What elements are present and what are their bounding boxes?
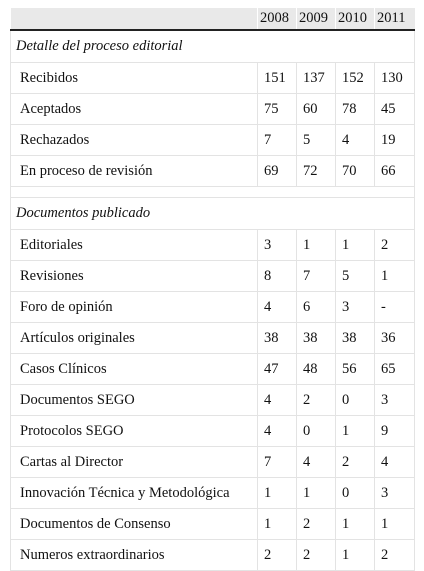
header-row (11, 8, 415, 30)
row-label: Foro de opinión (11, 292, 258, 323)
row-value-2011: 3 (375, 478, 415, 509)
row-label: Documentos SEGO (11, 385, 258, 416)
row-value-2009: 137 (297, 63, 336, 94)
row-value-2009: 4 (297, 447, 336, 478)
table-row (11, 156, 415, 187)
row-value-2008: 4 (258, 292, 297, 323)
row-value-2009: 7 (297, 261, 336, 292)
row-value-2011: 1 (375, 261, 415, 292)
row-value-2011: 4 (375, 447, 415, 478)
row-value-2010: 2 (336, 447, 375, 478)
header-year-2011: 2011 (375, 8, 415, 30)
header-year-2009: 2009 (297, 8, 336, 30)
row-value-2009: 2 (297, 509, 336, 540)
row-value-2008: 8 (258, 261, 297, 292)
row-value-2010: 1 (336, 540, 375, 571)
row-value-2008: 3 (258, 230, 297, 261)
row-label: Artículos originales (11, 323, 258, 354)
row-value-2010: 5 (336, 261, 375, 292)
row-label: Numeros extraordinarios (11, 540, 258, 571)
row-value-2010: 152 (336, 63, 375, 94)
row-value-2008: 47 (258, 354, 297, 385)
table-row (11, 540, 415, 571)
table-row (11, 261, 415, 292)
table-row (11, 354, 415, 385)
section-title: Detalle del proceso editorial (11, 30, 415, 63)
row-value-2010: 4 (336, 125, 375, 156)
row-label: Cartas al Director (11, 447, 258, 478)
row-value-2009: 2 (297, 385, 336, 416)
editorial-stats-table (10, 8, 415, 571)
row-value-2011: 66 (375, 156, 415, 187)
table-row (11, 292, 415, 323)
row-value-2008: 7 (258, 447, 297, 478)
row-value-2010: 3 (336, 292, 375, 323)
row-value-2010: 0 (336, 478, 375, 509)
row-value-2011: 3 (375, 385, 415, 416)
spacer-cell (11, 187, 415, 198)
table-row (11, 125, 415, 156)
table-row (11, 478, 415, 509)
row-value-2011: 45 (375, 94, 415, 125)
row-label: Editoriales (11, 230, 258, 261)
row-value-2008: 1 (258, 509, 297, 540)
row-value-2011: 1 (375, 509, 415, 540)
row-value-2008: 2 (258, 540, 297, 571)
row-value-2009: 2 (297, 540, 336, 571)
row-value-2008: 4 (258, 385, 297, 416)
table-body (11, 30, 415, 571)
row-label: Protocolos SEGO (11, 416, 258, 447)
row-value-2011: 130 (375, 63, 415, 94)
row-value-2009: 1 (297, 478, 336, 509)
row-value-2008: 38 (258, 323, 297, 354)
row-value-2008: 75 (258, 94, 297, 125)
row-value-2011: 65 (375, 354, 415, 385)
row-value-2011: - (375, 292, 415, 323)
table-row (11, 94, 415, 125)
row-value-2008: 151 (258, 63, 297, 94)
table-row (11, 63, 415, 94)
row-label: En proceso de revisión (11, 156, 258, 187)
row-value-2011: 9 (375, 416, 415, 447)
row-value-2009: 6 (297, 292, 336, 323)
table-row (11, 230, 415, 261)
row-label: Rechazados (11, 125, 258, 156)
row-value-2008: 1 (258, 478, 297, 509)
row-value-2010: 0 (336, 385, 375, 416)
row-value-2010: 38 (336, 323, 375, 354)
row-value-2010: 1 (336, 416, 375, 447)
row-value-2011: 19 (375, 125, 415, 156)
table-row (11, 447, 415, 478)
row-value-2009: 72 (297, 156, 336, 187)
row-value-2008: 69 (258, 156, 297, 187)
table-row (11, 416, 415, 447)
section-header-row (11, 198, 415, 230)
table-header (11, 8, 415, 30)
row-value-2009: 0 (297, 416, 336, 447)
table-row (11, 385, 415, 416)
row-label: Documentos de Consenso (11, 509, 258, 540)
row-value-2009: 1 (297, 230, 336, 261)
editorial-stats-table-container (10, 8, 414, 571)
row-label: Casos Clínicos (11, 354, 258, 385)
row-value-2009: 48 (297, 354, 336, 385)
row-value-2011: 2 (375, 540, 415, 571)
row-value-2009: 5 (297, 125, 336, 156)
section-title: Documentos publicado (11, 198, 415, 230)
row-value-2011: 36 (375, 323, 415, 354)
row-value-2009: 38 (297, 323, 336, 354)
row-value-2010: 78 (336, 94, 375, 125)
row-label: Aceptados (11, 94, 258, 125)
header-year-2010: 2010 (336, 8, 375, 30)
row-label: Innovación Técnica y Metodológica (11, 478, 258, 509)
row-value-2010: 1 (336, 509, 375, 540)
row-value-2011: 2 (375, 230, 415, 261)
header-year-2008: 2008 (258, 8, 297, 30)
row-label: Recibidos (11, 63, 258, 94)
section-header-row (11, 30, 415, 63)
section-spacer-row (11, 187, 415, 198)
table-row (11, 509, 415, 540)
row-value-2010: 70 (336, 156, 375, 187)
row-value-2008: 7 (258, 125, 297, 156)
row-label: Revisiones (11, 261, 258, 292)
table-row (11, 323, 415, 354)
row-value-2010: 1 (336, 230, 375, 261)
row-value-2010: 56 (336, 354, 375, 385)
row-value-2008: 4 (258, 416, 297, 447)
header-corner-cell (11, 8, 258, 30)
row-value-2009: 60 (297, 94, 336, 125)
